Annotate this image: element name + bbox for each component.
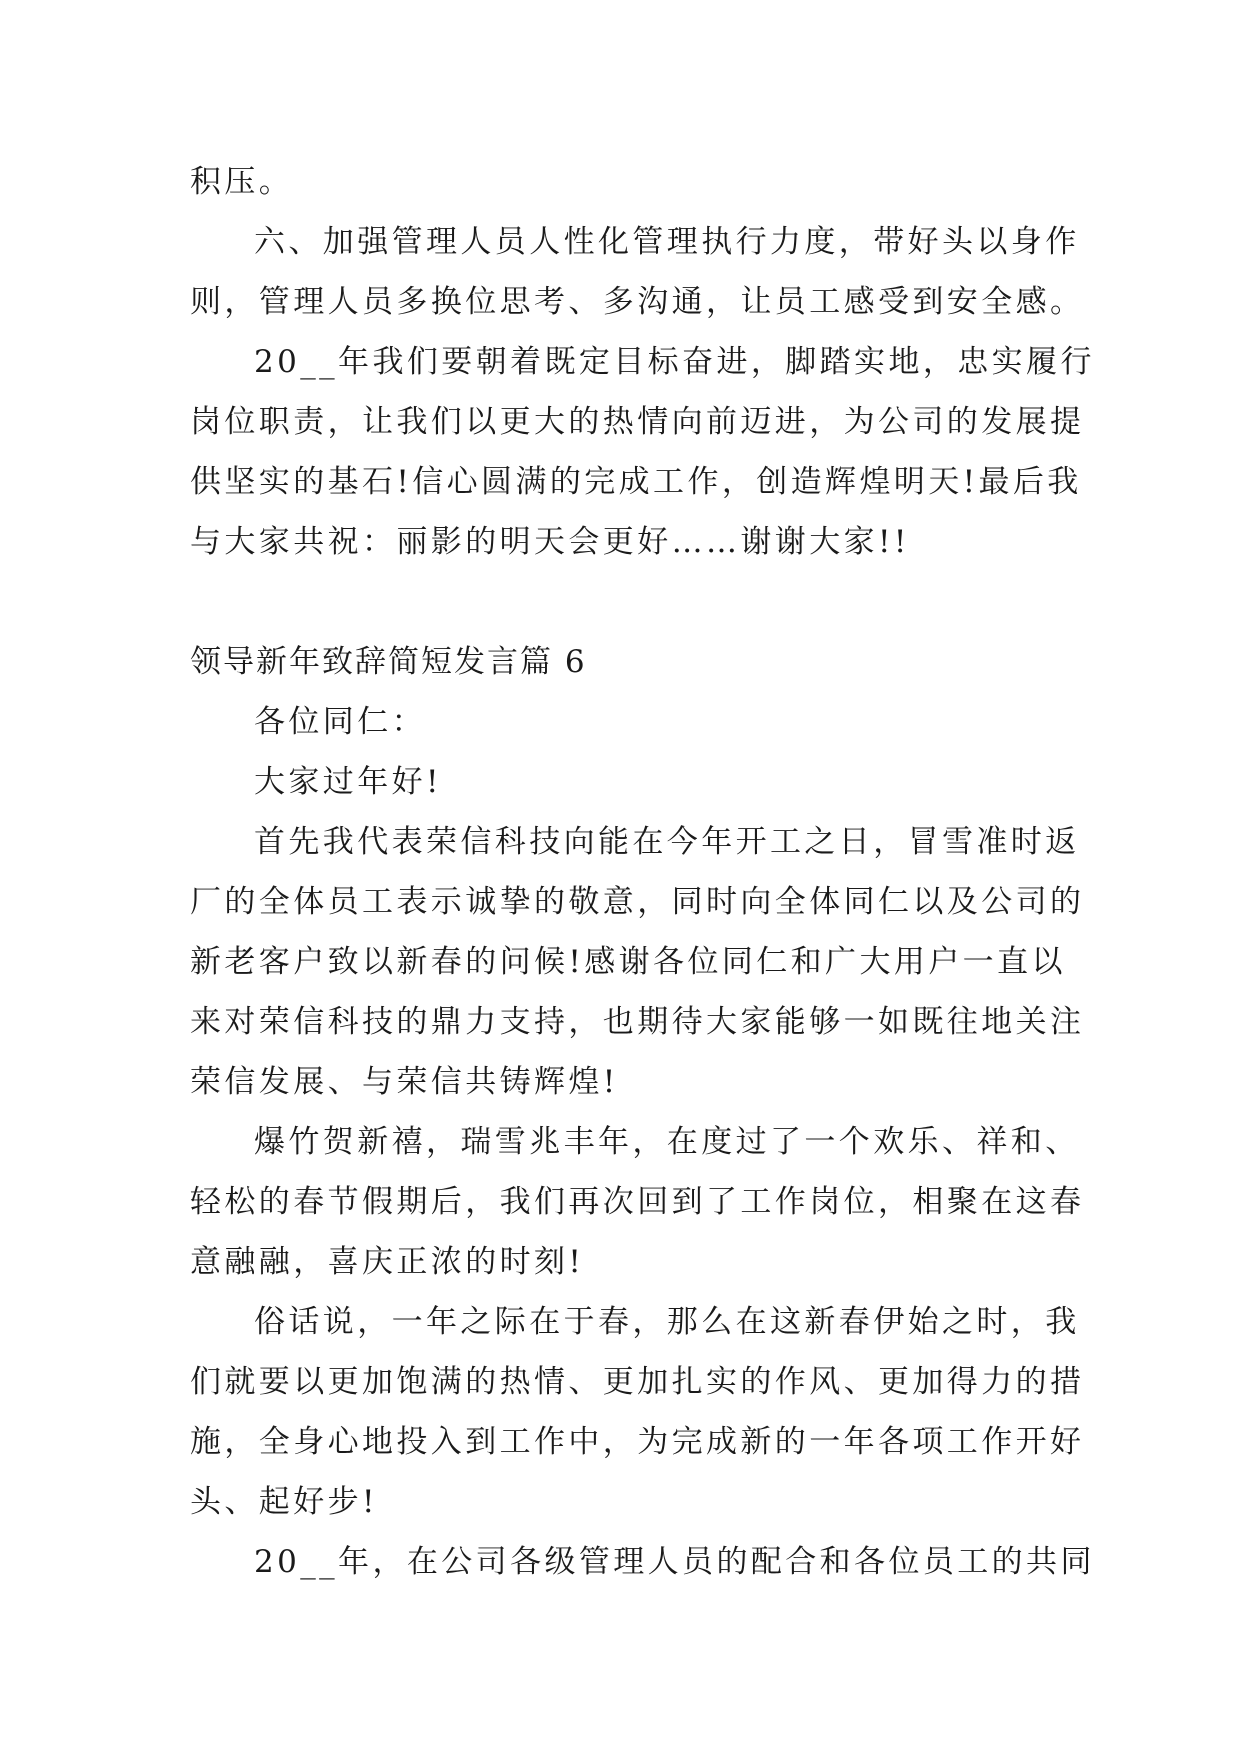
text-line: 20__年我们要朝着既定目标奋进，脚踏实地，忠实履行 [254, 344, 1095, 380]
text-line: 大家过年好! [254, 764, 442, 800]
text-line: 供坚实的基石!信心圆满的完成工作，创造辉煌明天!最后我 [190, 464, 1082, 500]
text-line: 六、加强管理人员人性化管理执行力度，带好头以身作 [254, 224, 1080, 260]
text-line: 荣信发展、与荣信共铸辉煌! [190, 1064, 619, 1100]
text-line: 施，全身心地投入到工作中，为完成新的一年各项工作开好 [190, 1424, 1085, 1460]
text-line: 们就要以更加饱满的热情、更加扎实的作风、更加得力的措 [190, 1364, 1085, 1400]
text-line: 与大家共祝：丽影的明天会更好……谢谢大家!! [190, 524, 910, 560]
document-body [190, 152, 1095, 1592]
text-line: 轻松的春节假期后，我们再次回到了工作岗位，相聚在这春 [190, 1184, 1085, 1220]
text-line: 头、起好步! [190, 1484, 378, 1520]
text-line: 意融融，喜庆正浓的时刻! [190, 1244, 585, 1280]
text-line: 新老客户致以新春的问候!感谢各位同仁和广大用户一直以 [190, 944, 1066, 980]
text-line: 积压。 [190, 164, 294, 200]
text-line: 20__年，在公司各级管理人员的配合和各位员工的共同 [254, 1544, 1095, 1580]
text-line: 各位同仁： [254, 704, 426, 740]
text-line: 首先我代表荣信科技向能在今年开工之日，冒雪准时返 [254, 824, 1080, 860]
text-line: 俗话说，一年之际在于春，那么在这新春伊始之时，我 [254, 1304, 1080, 1340]
text-line: 来对荣信科技的鼎力支持，也期待大家能够一如既往地关注 [190, 1004, 1085, 1040]
text-line: 爆竹贺新禧，瑞雪兆丰年，在度过了一个欢乐、祥和、 [254, 1124, 1080, 1160]
text-line: 厂的全体员工表示诚挚的敬意，同时向全体同仁以及公司的 [190, 884, 1085, 920]
section-heading: 领导新年致辞简短发言篇 6 [190, 644, 587, 680]
text-line: 岗位职责，让我们以更大的热情向前迈进，为公司的发展提 [190, 404, 1085, 440]
text-line: 则，管理人员多换位思考、多沟通，让员工感受到安全感。 [190, 284, 1085, 320]
text-block-before-heading [190, 152, 1095, 572]
text-block-after-heading [190, 692, 1095, 1592]
